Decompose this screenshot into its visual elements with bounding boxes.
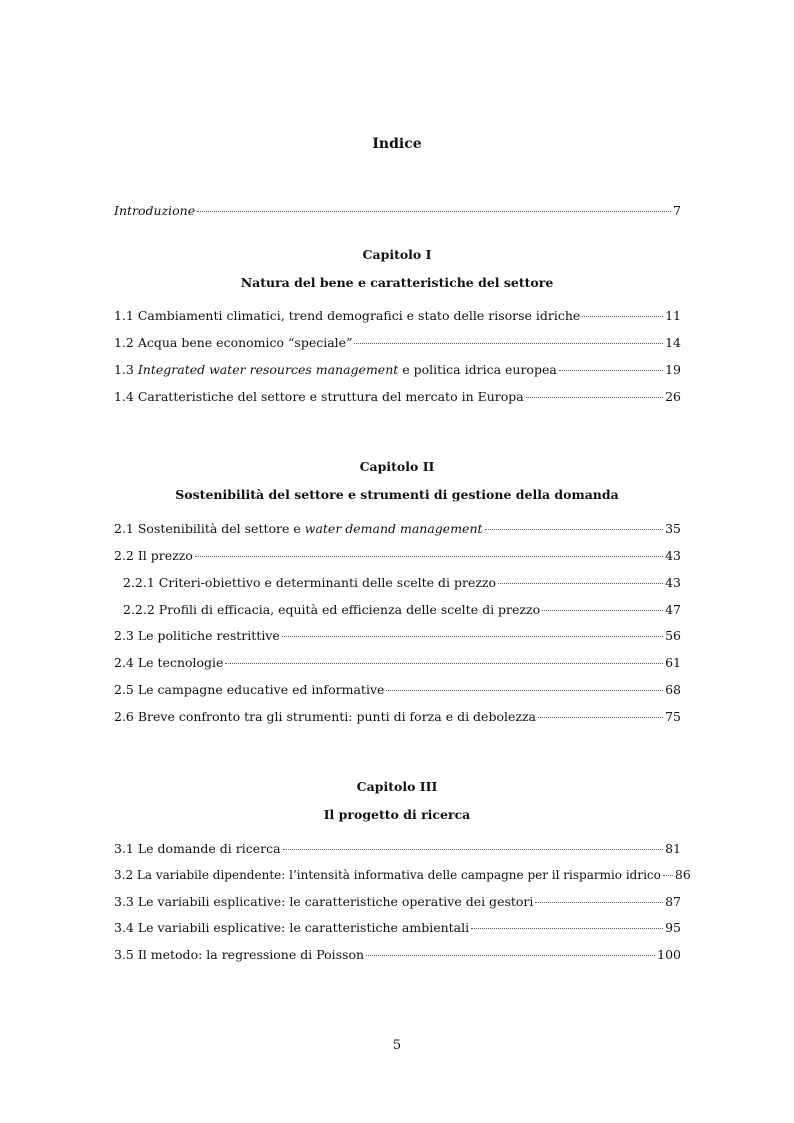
toc-entry-2-2[interactable] xyxy=(114,548,681,564)
toc-dot-leader xyxy=(538,717,663,718)
toc-entry-label: 2.2.1 Criteri-obiettivo e determinanti delle scelte di prezzo xyxy=(123,575,497,590)
toc-dot-leader xyxy=(195,556,663,557)
toc-entry-italic: Integrated water resources management xyxy=(137,362,399,377)
chapter-2-label: Capitolo II xyxy=(359,459,435,474)
toc-entry-3-2[interactable] xyxy=(114,867,691,883)
toc-page-number: 75 xyxy=(665,709,681,724)
toc-entry-suffix: e politica idrica europea xyxy=(398,362,557,377)
toc-entry-label: 2.3 Le politiche restrittive xyxy=(114,628,280,643)
toc-entry-1-4[interactable] xyxy=(114,389,681,405)
toc-entry-label: 2.4 Le tecnologie xyxy=(114,655,224,670)
chapter-3-title: Il progetto di ricerca xyxy=(323,807,471,822)
toc-dot-leader xyxy=(559,370,663,371)
toc-page-number: 68 xyxy=(665,682,681,697)
toc-page-number: 86 xyxy=(674,867,691,882)
toc-entry-label: 1.4 Caratteristiche del settore e struttura del mercato in Europa xyxy=(114,389,524,404)
toc-entry-introduzione[interactable] xyxy=(114,203,681,219)
toc-entry-label: 3.3 Le variabili esplicative: le caratteristiche operative dei gestori xyxy=(114,894,534,909)
toc-entry-1-2[interactable] xyxy=(114,335,681,351)
toc-entry-label: 1.1 Cambiamenti climatici, trend demografici e stato delle risorse idriche xyxy=(114,308,581,323)
toc-entry-prefix: 2.1 Sostenibilità del settore e xyxy=(114,521,305,536)
toc-entry-label: Introduzione xyxy=(114,203,196,218)
toc-page-number: 35 xyxy=(665,521,681,536)
toc-entry-3-1[interactable] xyxy=(114,841,681,857)
toc-entry-italic: water demand management xyxy=(304,521,483,536)
toc-page-number: 43 xyxy=(665,548,681,563)
toc-page-number: 19 xyxy=(665,362,681,377)
toc-page-number: 47 xyxy=(665,602,681,617)
toc-page-number: 14 xyxy=(665,335,681,350)
toc-dot-leader xyxy=(225,663,663,664)
toc-dot-leader xyxy=(485,529,664,530)
page-number-footer: 5 xyxy=(392,1038,402,1053)
toc-page-number: 56 xyxy=(665,628,681,643)
toc-page-number: 95 xyxy=(665,920,681,935)
toc-entry-prefix: 1.3 xyxy=(114,362,138,377)
toc-dot-leader xyxy=(498,583,663,584)
toc-entry-2-2-1[interactable] xyxy=(123,575,681,591)
toc-page-number: 11 xyxy=(665,308,681,323)
chapter-1-title: Natura del bene e caratteristiche del settore xyxy=(240,275,554,290)
toc-entry-1-3[interactable] xyxy=(114,362,681,378)
toc-entry-label: 3.1 Le domande di ricerca xyxy=(114,841,281,856)
toc-entry-label: 2.6 Breve confronto tra gli strumenti: punti di forza e di debolezza xyxy=(114,709,536,724)
toc-page-number: 100 xyxy=(657,947,681,962)
toc-page-number: 87 xyxy=(665,894,681,909)
toc-dot-leader xyxy=(535,902,663,903)
toc-dot-leader xyxy=(526,397,663,398)
toc-entry-2-4[interactable] xyxy=(114,655,681,671)
toc-page-number: 61 xyxy=(665,655,681,670)
toc-entry-3-3[interactable] xyxy=(114,894,681,910)
page-title: Indice xyxy=(372,136,422,152)
toc-entry-2-5[interactable] xyxy=(114,682,681,698)
toc-entry-label: 1.2 Acqua bene economico “speciale” xyxy=(114,335,353,350)
toc-dot-leader xyxy=(582,316,663,317)
toc-dot-leader xyxy=(283,849,664,850)
toc-page-number: 7 xyxy=(673,203,681,218)
toc-dot-leader xyxy=(663,875,673,876)
toc-entry-label: 3.5 Il metodo: la regressione di Poisson xyxy=(114,947,365,962)
toc-dot-leader xyxy=(197,211,671,212)
toc-entry-label: 3.2 La variabile dipendente: l’intensità informativa delle campagne per il risparmio idrico xyxy=(114,868,661,882)
toc-page-number: 81 xyxy=(665,841,681,856)
toc-entry-3-4[interactable] xyxy=(114,920,681,936)
toc-dot-leader xyxy=(282,636,663,637)
chapter-3-label: Capitolo III xyxy=(356,779,438,794)
toc-dot-leader xyxy=(542,610,663,611)
toc-entry-1-1[interactable] xyxy=(114,308,681,324)
toc-entry-2-1[interactable] xyxy=(114,521,681,537)
toc-entry-label: 2.5 Le campagne educative ed informative xyxy=(114,682,385,697)
chapter-2-title: Sostenibilità del settore e strumenti di gestione della domanda xyxy=(175,487,619,502)
toc-entry-2-6[interactable] xyxy=(114,709,681,725)
toc-page-number: 43 xyxy=(665,575,681,590)
toc-dot-leader xyxy=(386,690,663,691)
toc-entry-label: 3.4 Le variabili esplicative: le caratteristiche ambientali xyxy=(114,920,470,935)
toc-entry-2-2-2[interactable] xyxy=(123,602,681,618)
toc-entry-2-3[interactable] xyxy=(114,628,681,644)
toc-entry-label: 2.2.2 Profili di efficacia, equità ed efficienza delle scelte di prezzo xyxy=(123,602,541,617)
toc-dot-leader xyxy=(366,955,655,956)
toc-entry-label: 2.2 Il prezzo xyxy=(114,548,193,563)
toc-dot-leader xyxy=(471,928,663,929)
chapter-1-label: Capitolo I xyxy=(362,247,432,262)
toc-entry-3-5[interactable] xyxy=(114,947,681,963)
toc-dot-leader xyxy=(354,343,663,344)
toc-page-number: 26 xyxy=(665,389,681,404)
